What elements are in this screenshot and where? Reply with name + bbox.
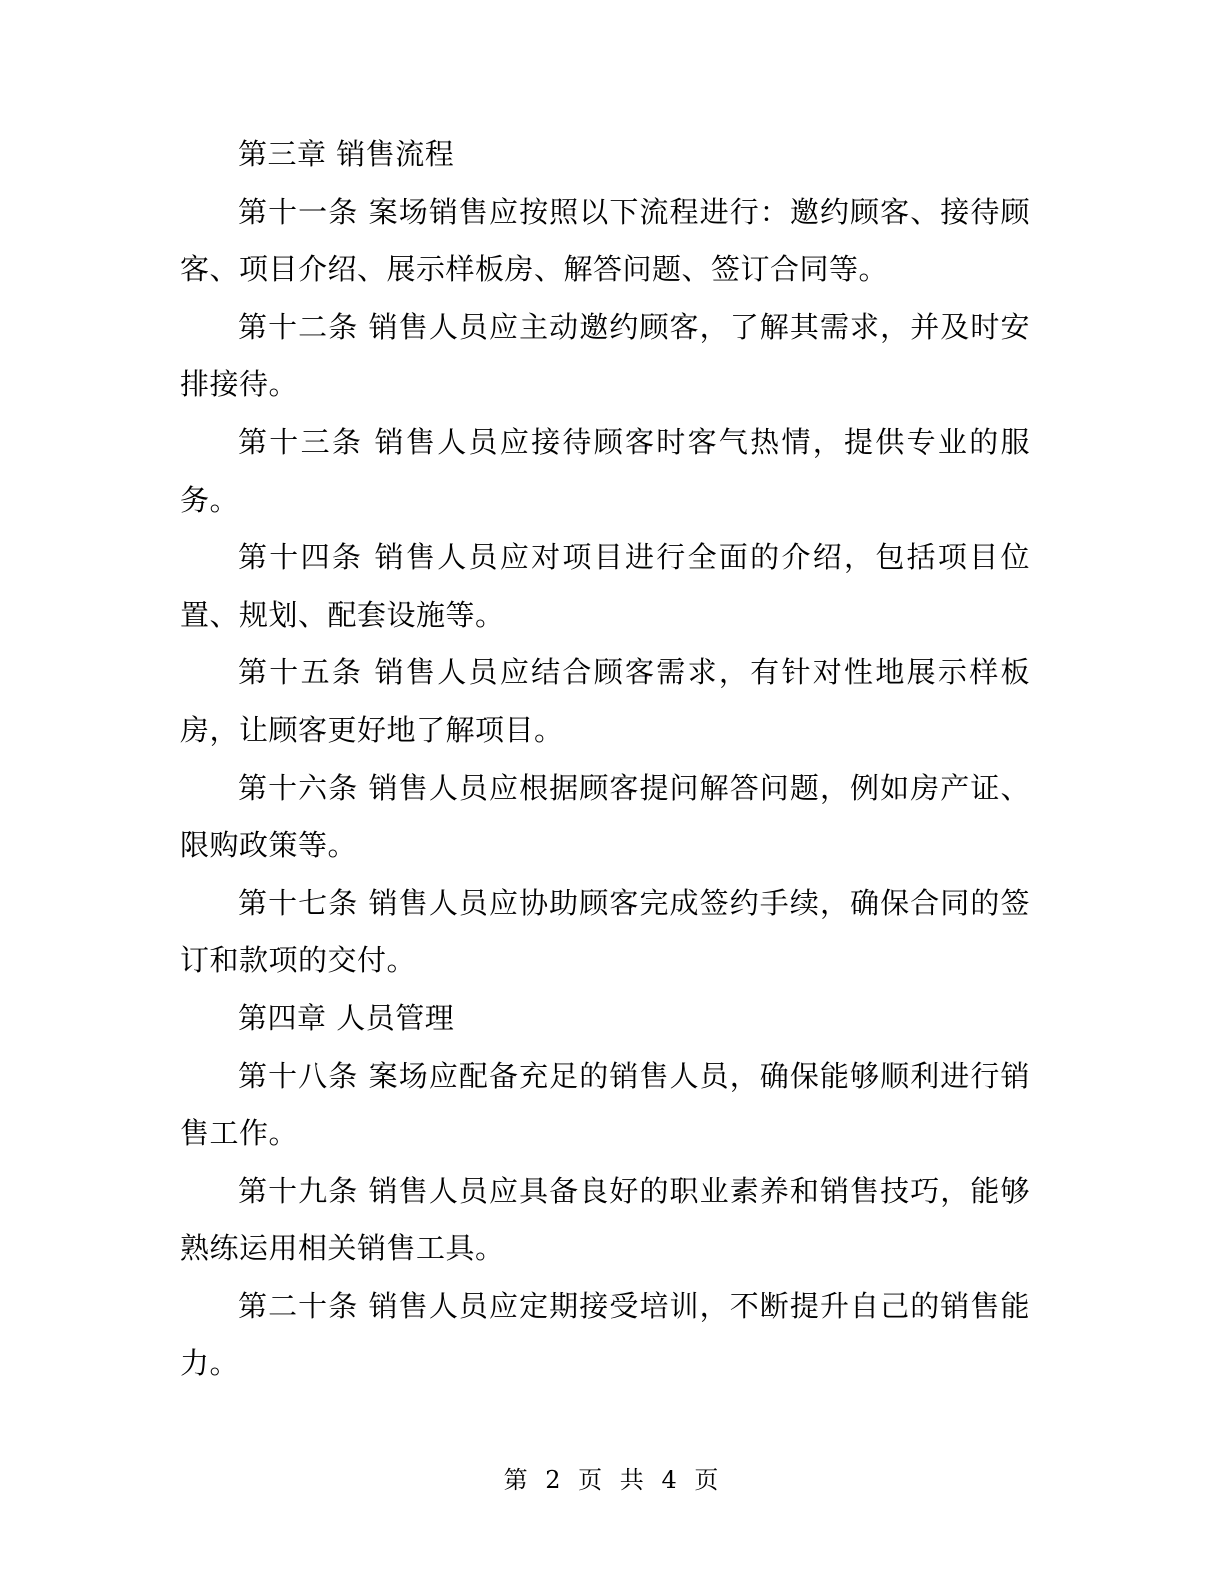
article-paragraph: 第十七条 销售人员应协助顾客完成签约手续，确保合同的签订和款项的交付。 [180, 885, 1030, 978]
article-paragraph: 第十八条 案场应配备充足的销售人员，确保能够顺利进行销售工作。 [180, 1058, 1030, 1151]
article-paragraph: 第二十条 销售人员应定期接受培训，不断提升自己的销售能力。 [180, 1288, 1030, 1381]
article-paragraph: 第十二条 销售人员应主动邀约顾客，了解其需求，并及时安排接待。 [180, 309, 1030, 402]
chapter-heading: 第四章 人员管理 [238, 1000, 455, 1035]
article-paragraph: 第十九条 销售人员应具备良好的职业素养和销售技巧，能够熟练运用相关销售工具。 [180, 1173, 1030, 1266]
article-paragraph: 第十六条 销售人员应根据顾客提问解答问题，例如房产证、限购政策等。 [180, 770, 1030, 863]
chapter-heading: 第三章 销售流程 [238, 137, 455, 171]
article-paragraph: 第十一条 案场销售应按照以下流程进行：邀约顾客、接待顾客、项目介绍、展示样板房、解答问题、签订合同等。 [180, 194, 1030, 287]
article-paragraph: 第十五条 销售人员应结合顾客需求，有针对性地展示样板房，让顾客更好地了解项目。 [180, 655, 1030, 747]
article-paragraph: 第十四条 销售人员应对项目进行全面的介绍，包括项目位置、规划、配套设施等。 [180, 540, 1030, 632]
article-paragraph: 第十三条 销售人员应接待顾客时客气热情，提供专业的服务。 [180, 424, 1030, 517]
page-number-footer: 第 2 页 共 4 页 [503, 1466, 721, 1494]
document-body [180, 126, 1030, 1393]
